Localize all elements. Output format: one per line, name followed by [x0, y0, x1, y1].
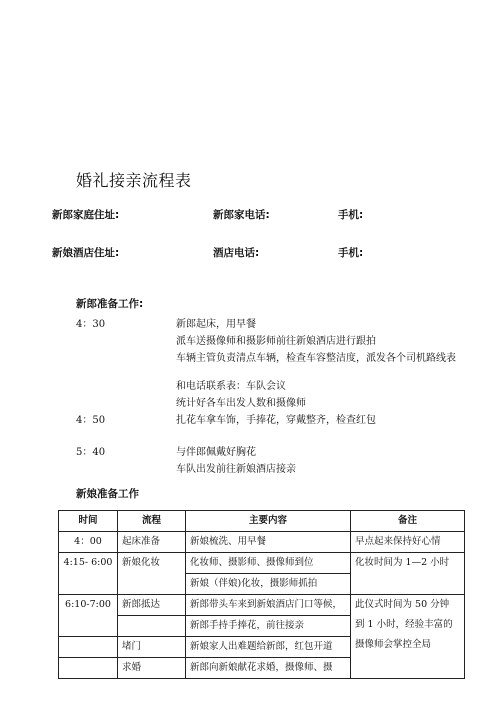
cell-content: 新郎手持手捧花，前往接亲 [186, 616, 351, 637]
groom-task: 扎花车拿车饰，手捧花，穿戴整齐，检查红包 [176, 415, 376, 426]
cell-time: 4:15- 6:00 [59, 553, 118, 595]
cell-content: 化妆师、摄影师、摄像师到位 [186, 553, 351, 574]
cell-note: 化妆时间为 1—2 小时 [351, 553, 465, 595]
hotel-phone-label: 酒店电话: [213, 247, 260, 259]
mobile-label-2: 手机: [338, 247, 364, 259]
cell-note [351, 595, 465, 679]
groom-section-heading: 新郎准备工作: [76, 298, 144, 310]
document-title: 婚礼接亲流程表 [76, 171, 192, 190]
cell-process: 求婚 [118, 658, 186, 679]
groom-task: 统计好各车出发人数和摄像师 [176, 398, 306, 409]
note-line: 摄像师会掌控全局 [355, 639, 432, 650]
cell-process [118, 616, 186, 637]
table-row [59, 532, 465, 553]
bride-hotel-address-label: 新娘酒店住址: [52, 247, 120, 259]
table-header-row [59, 511, 465, 532]
groom-phone-label: 新郎家电话: [213, 209, 270, 221]
groom-address-label: 新郎家庭住址: [52, 209, 120, 221]
header-note: 备注 [351, 511, 465, 532]
cell-process: 新娘化妆 [118, 553, 186, 595]
cell-time [59, 658, 118, 679]
cell-time: 6:10-7:00 [59, 595, 118, 637]
cell-content: 新娘梳洗、用早餐 [186, 532, 351, 553]
groom-time-3: 5：40 [76, 447, 106, 458]
cell-content: 新娘家人出难题给新郎，红包开道 [186, 637, 351, 658]
groom-task: 车队出发前往新娘酒店接亲 [176, 464, 296, 475]
groom-time-1: 4：30 [76, 319, 106, 330]
groom-task: 派车送摄像师和摄影师前往新娘酒店进行跟拍 [176, 336, 376, 347]
cell-process: 起床准备 [118, 532, 186, 553]
header-content: 主要内容 [186, 511, 351, 532]
table-row [59, 553, 465, 574]
cell-content: 新郎向新娘献花求婚，摄像师、摄 [186, 658, 351, 679]
note-line: 到 1 小时，经验丰富的 [355, 619, 453, 630]
cell-process: 堵门 [118, 637, 186, 658]
cell-content: 新郎带头车来到新娘酒店门口等候， [186, 595, 351, 616]
cell-process: 新郎抵达 [118, 595, 186, 616]
groom-task: 车辆主管负责清点车辆，检查车容整洁度，派发各个司机路线表 [176, 353, 456, 364]
bride-section-heading: 新娘准备工作 [76, 488, 139, 500]
groom-task: 和电话联系表：车队会议 [176, 381, 286, 392]
cell-time [59, 637, 118, 658]
table-row [59, 595, 465, 616]
cell-time: 4：00 [59, 532, 118, 553]
bride-schedule-table [58, 510, 465, 679]
cell-note: 早点起来保持好心情 [351, 532, 465, 553]
groom-time-2: 4：50 [76, 415, 106, 426]
groom-task: 新郎起床，用早餐 [176, 319, 256, 330]
note-line: 此仪式时间为 50 分钟 [355, 599, 450, 610]
mobile-label-1: 手机: [338, 209, 364, 221]
groom-task: 与伴郎佩戴好胸花 [176, 447, 256, 458]
header-time: 时间 [59, 511, 118, 532]
cell-content: 新娘（伴娘)化妆，摄影师抓拍 [186, 574, 351, 595]
header-process: 流程 [118, 511, 186, 532]
